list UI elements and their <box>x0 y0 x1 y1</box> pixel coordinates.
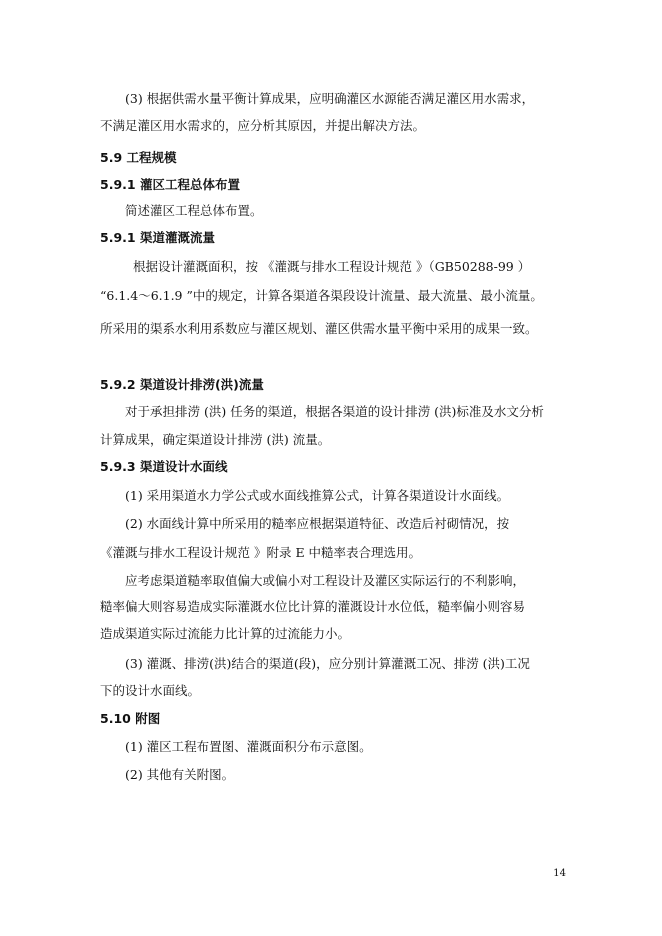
paragraph-line: 糙率偏大则容易造成实际灌溉水位比计算的灌溉设计水位低，糙率偏小则容易 <box>100 599 526 614</box>
section-heading: 5.9.2 渠道设计排涝(洪)流量 <box>100 377 264 392</box>
paragraph-line: 下的设计水面线。 <box>100 683 201 698</box>
paragraph-line: (1) 灌区工程布置图、灌溉面积分布示意图。 <box>125 739 372 754</box>
paragraph-line: (2) 水面线计算中所采用的糙率应根据渠道特征、改造后衬砌情况，按 <box>125 516 510 531</box>
section-heading: 5.9.1 灌区工程总体布置 <box>100 177 240 192</box>
paragraph-line: (3) 根据供需水量平衡计算成果，应明确灌区水源能否满足灌区用水需求， <box>125 91 535 106</box>
section-heading: 5.10 附图 <box>100 711 161 726</box>
section-heading: 5.9 工程规模 <box>100 150 177 165</box>
paragraph-line: 根据设计灌溉面积，按 《灌溉与排水工程设计规范 》（GB50288-99 ） <box>133 259 531 274</box>
paragraph-line: (1) 采用渠道水力学公式或水面线推算公式，计算各渠道设计水面线。 <box>125 488 510 503</box>
paragraph-line: 对于承担排涝 (洪) 任务的渠道，根据各渠道的设计排涝 (洪)标准及水文分析 <box>125 404 544 419</box>
paragraph-line: 应考虑渠道糙率取值偏大或偏小对工程设计及灌区实际运行的不利影响， <box>125 573 526 588</box>
paragraph-line: 造成渠道实际过流能力比计算的过流能力小。 <box>100 626 351 641</box>
paragraph-line: 简述灌区工程总体布置。 <box>125 203 263 218</box>
paragraph-line: (3) 灌溉、排涝(洪)结合的渠道(段)，应分别计算灌溉工况、排涝 (洪)工况 <box>125 656 530 671</box>
paragraph-line: 所采用的渠系水利用系数应与灌区规划、灌区供需水量平衡中采用的成果一致。 <box>100 321 538 336</box>
paragraph-line: “6.1.4～6.1.9 ”中的规定，计算各渠道各渠段设计流量、最大流量、最小流量。 <box>100 288 543 303</box>
paragraph-line: 计算成果，确定渠道设计排涝 (洪) 流量。 <box>100 432 331 447</box>
section-heading: 5.9.1 渠道灌溉流量 <box>100 230 215 245</box>
paragraph-line: 不满足灌区用水需求的，应分析其原因，并提出解决方法。 <box>100 118 426 133</box>
page-number: 14 <box>553 868 566 879</box>
section-heading: 5.9.3 渠道设计水面线 <box>100 459 228 474</box>
paragraph-line: 《灌溉与排水工程设计规范 》附录 E 中糙率表合理选用。 <box>100 545 422 560</box>
paragraph-line: (2) 其他有关附图。 <box>125 767 235 782</box>
